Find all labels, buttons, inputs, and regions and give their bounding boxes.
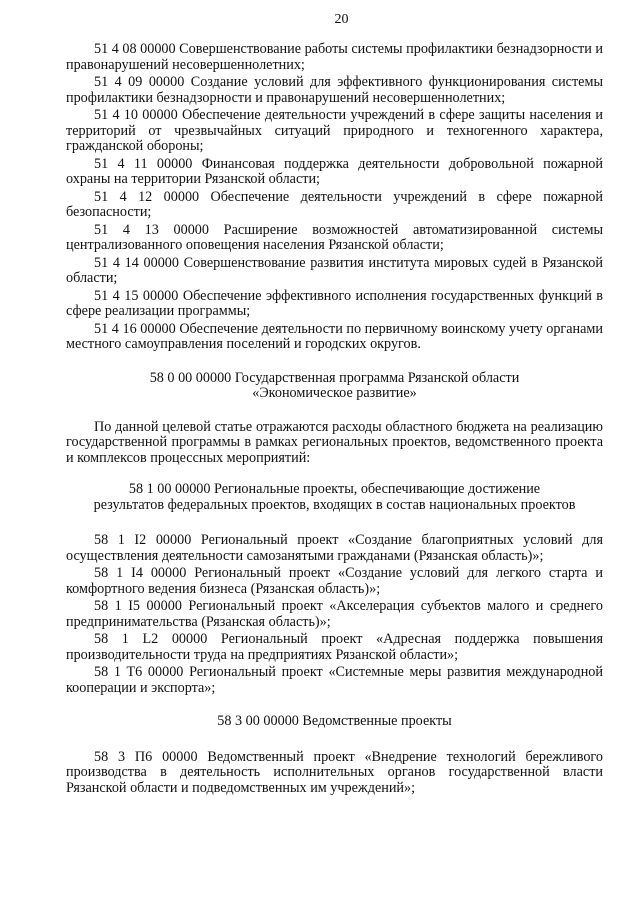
subsection-list-51-4 <box>66 42 603 353</box>
regional-projects-heading <box>66 482 603 513</box>
departmental-projects-list <box>66 750 603 797</box>
program-heading-line2: «Экономическое развитие» <box>252 385 417 401</box>
subsection-item: 51 4 15 00000 Обеспечение эффективного исполнения государственных функций в сфере реализации программы; <box>66 287 603 319</box>
regional-project-item: 58 1 I4 00000 Региональный проект «Создание условий для легкого старта и комфортного ведения бизнеса (Рязанская область)»; <box>66 565 603 597</box>
subsection-item: 51 4 11 00000 Финансовая поддержка деятельности добровольной пожарной охраны на территории Рязанской области; <box>66 155 603 187</box>
subsection-item: 51 4 14 00000 Совершенствование развития института мировых судей в Рязанской области; <box>66 254 603 286</box>
subsection-item: 51 4 13 00000 Расширение возможностей автоматизированной системы централизованного оповещения населения Рязанской области; <box>66 221 603 253</box>
regional-heading-line1: 58 1 00 00000 Региональные проекты, обеспечивающие достижение <box>128 481 541 497</box>
departmental-heading-text: 58 3 00 00000 Ведомственные проекты <box>217 713 452 729</box>
subsection-item: 51 4 09 00000 Создание условий для эффективного функционирования системы профилактики безнадзорности и правонарушений несовершеннолетних; <box>66 74 603 106</box>
subsection-item: 51 4 12 00000 Обеспечение деятельности учреждений в сфере пожарной безопасности; <box>66 188 603 220</box>
regional-heading-line2: результатов федеральных проектов, входящих в состав национальных проектов <box>93 496 576 513</box>
departmental-projects-heading <box>66 714 603 730</box>
regional-project-item: 58 1 I5 00000 Региональный проект «Акселерация субъектов малого и среднего предпринимательства (Рязанская область)»; <box>66 598 603 630</box>
subsection-item: 51 4 10 00000 Обеспечение деятельности учреждений в сфере защиты населения и территорий от чрезвычайных ситуаций природного и техногенного характера, гражданской обороны; <box>66 107 603 154</box>
regional-projects-list <box>66 533 603 696</box>
document-page <box>66 12 603 798</box>
program-heading <box>66 371 603 402</box>
page-number: 20 <box>334 12 349 27</box>
program-heading-line1: 58 0 00 00000 Государственная программа Рязанской области <box>149 369 520 386</box>
subsection-item: 51 4 08 00000 Совершенствование работы системы профилактики безнадзорности и правонарушений несовершеннолетних; <box>66 41 603 73</box>
regional-project-item: 58 1 T6 00000 Региональный проект «Системные меры развития международной кооперации и экспорта»; <box>66 664 603 696</box>
program-intro: По данной целевой статье отражаются расходы областного бюджета на реализацию государственной программы в рамках региональных проектов, ведомственного проекта и комплексов процессных мероприятий: <box>66 418 603 466</box>
regional-project-item: 58 1 L2 00000 Региональный проект «Адресная поддержка повышения производительности труда на предприятиях Рязанской области»; <box>66 631 603 663</box>
departmental-project-item: 58 3 П6 00000 Ведомственный проект «Внедрение технологий бережливого производства в деятельность исполнительных органов государственной власти Рязанской области и подведомственных им учреждений»; <box>66 748 603 796</box>
subsection-item: 51 4 16 00000 Обеспечение деятельности по первичному воинскому учету органами местного самоуправления поселений и городских округов. <box>66 320 603 352</box>
regional-project-item: 58 1 I2 00000 Региональный проект «Создание благоприятных условий для осуществления деятельности самозанятыми гражданами (Рязанская область)»; <box>66 532 603 564</box>
